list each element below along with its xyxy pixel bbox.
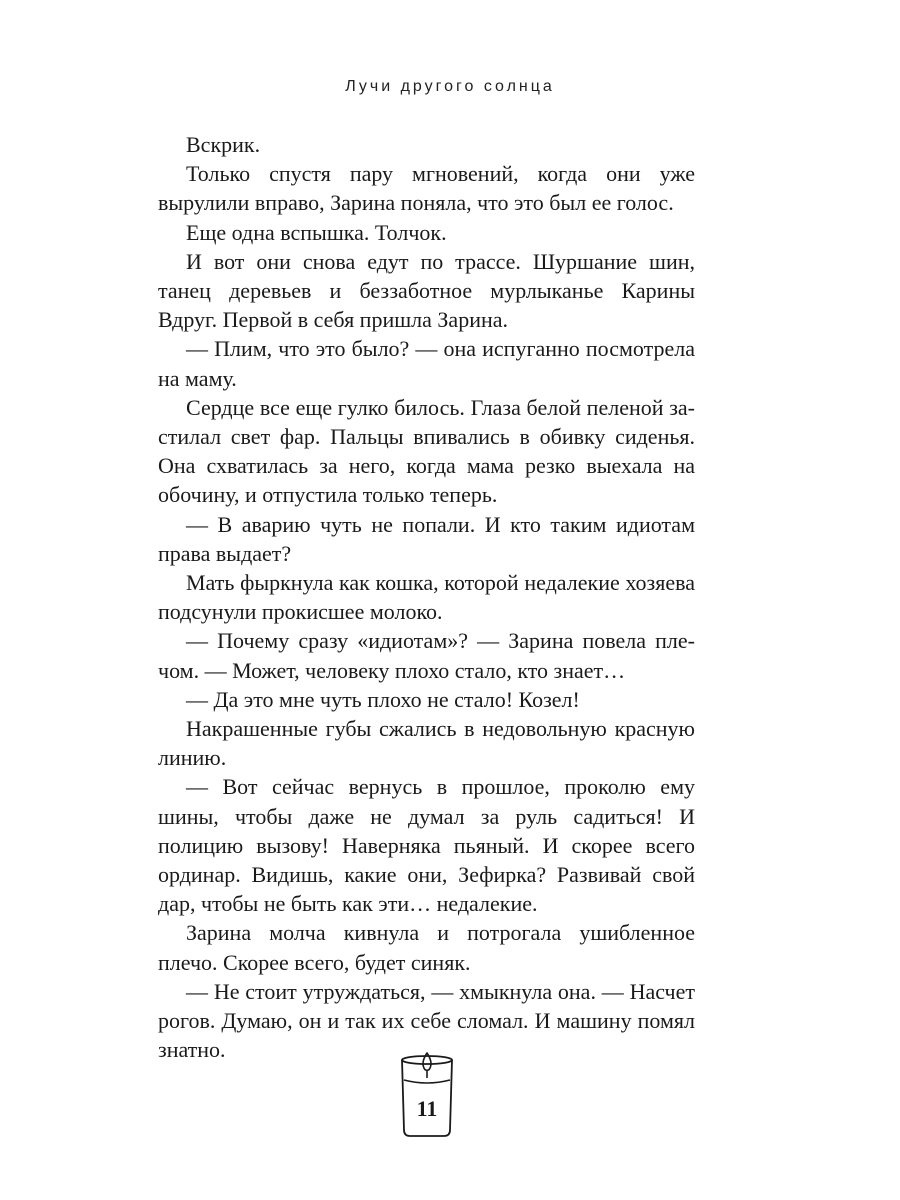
paragraph: Сердце все еще гулко билось. Глаза белой пеленой застилал свет фар. Пальцы впивались в обивку сиденья. Она схватилась за него, когда мама резко выехала на обочину, и отпустила только теперь. bbox=[158, 394, 695, 508]
paragraph: Накрашенные губы сжались в недовольную красную линию. bbox=[158, 716, 695, 771]
paragraph: — Да это мне чуть плохо не стало! Козел! bbox=[186, 686, 580, 712]
paragraph: — Вот сейчас вернусь в прошлое, проколю ему шины, чтобы даже не думал за руль садиться! И полицию вызову! Наверняка пьяный. И скорее всего ординар. Видишь, какие они, Зефирка? Развивай свой дар, чтобы не быть как эти… недалекие. bbox=[158, 774, 695, 917]
paragraph: — В аварию чуть не попали. И кто таким идиотам права выдает? bbox=[158, 511, 695, 566]
paragraph: И вот они снова едут по трассе. Шуршание шин, танец деревьев и беззаботное мурлыканье Карины Вдруг. Первой в себя пришла Зарина. bbox=[158, 248, 695, 333]
paragraph: Вскрик. bbox=[186, 132, 261, 157]
paragraph: — Не стоит утруждаться, — хмыкнула она. — Насчет рогов. Думаю, он и так их себе сломал. И машину помял знатно. bbox=[158, 978, 695, 1063]
paragraph: — Почему сразу «идиотам»? — Зарина повела плечом. — Может, человеку плохо стало, кто знает… bbox=[158, 628, 695, 683]
paragraph: — Плим, что это было? — она испуганно посмотрела на маму. bbox=[158, 336, 695, 391]
body-text bbox=[158, 130, 695, 1065]
candle-glass-icon bbox=[396, 1050, 458, 1140]
page-folio bbox=[396, 1050, 458, 1140]
running-header: Лучи другого солнца bbox=[345, 78, 555, 95]
page-number: 11 bbox=[416, 1096, 438, 1121]
paragraph: Мать фыркнула как кошка, которой недалекие хозяева подсунули прокисшее молоко. bbox=[158, 570, 695, 625]
paragraph: Еще одна вспышка. Толчок. bbox=[186, 219, 447, 245]
paragraph: Только спустя пару мгновений, когда они уже вырулили вправо, Зарина поняла, что это был ее голос. bbox=[158, 161, 695, 216]
paragraph: Зарина молча кивнула и потрогала ушибленное плечо. Скорее всего, будет синяк. bbox=[158, 920, 695, 975]
